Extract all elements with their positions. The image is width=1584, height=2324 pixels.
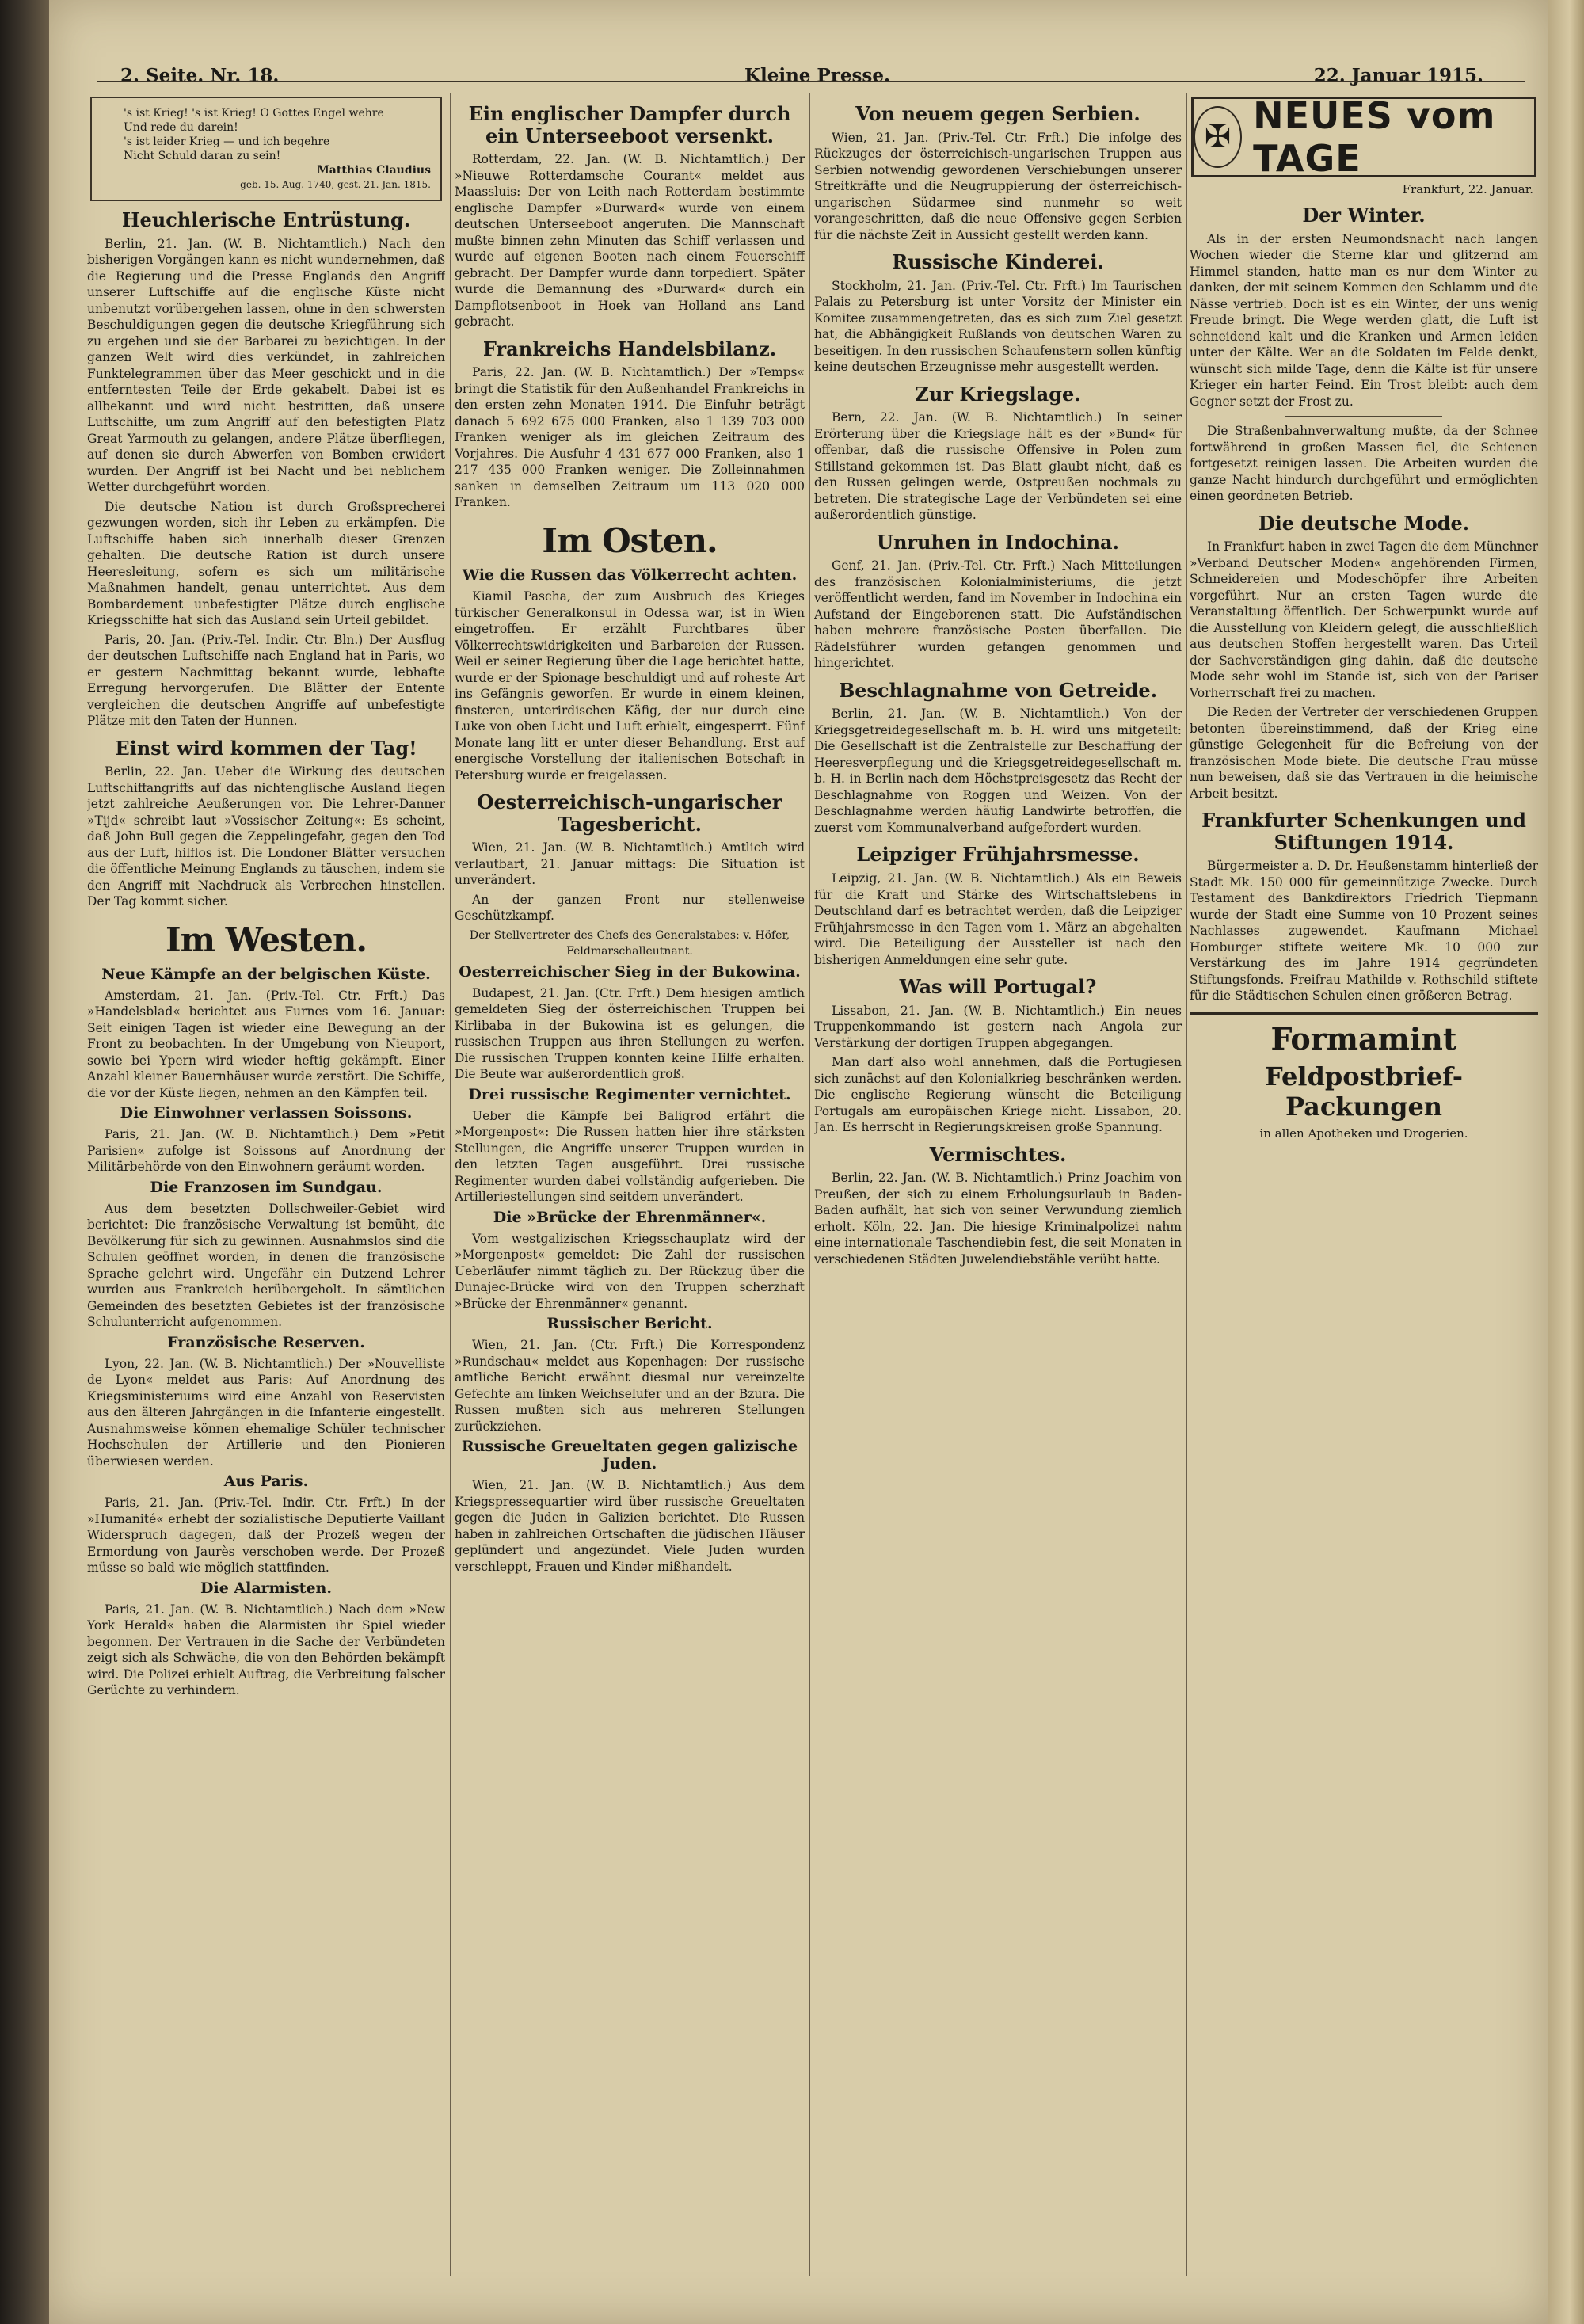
article-text: Lissabon, 21. Jan. (W. B. Nichtamtlich.) Ein neues Truppenkommando ist gestern nach Angola zur Verstärkung der dortigen Truppen abgegangen. (814, 1003, 1182, 1050)
poem-line: 's ist Krieg! 's ist Krieg! O Gottes Engel wehre (124, 107, 384, 120)
column-2 (455, 95, 805, 2292)
article-headline: Die Einwohner verlassen Soissons. (120, 1104, 413, 1122)
article-text: Bern, 22. Jan. (W. B. Nichtamtlich.) In seiner Erörterung über die Kriegslage hält es der »Bund« für offenbar, daß die russische Offensive in Polen zum Stillstand gekommen ist. Das Blatt glaubt nicht, daß es den Russen gelingen werde, Ostpreußen nochmals zu betreten. Die strategische Lage der Verbündeten sei eine außerordentlich günstige. (814, 410, 1182, 523)
article-headline: Die deutsche Mode. (1258, 511, 1470, 535)
article-headline: Die Franzosen im Sundgau. (150, 1178, 383, 1196)
ad-note: in allen Apotheken und Drogerien. (1259, 1126, 1468, 1141)
column-divider (809, 93, 810, 2276)
article-headline: Unruhen in Indochina. (877, 530, 1119, 554)
article-text: Kiamil Pascha, der zum Ausbruch des Krieges türkischer Generalkonsul in Odessa war, ist in Wien eingetroffen. Er erzählt Furchtbares über Völkerrechtswidrigkeiten und Barbareien der Russen. Weil er seiner Regierung über die Lage berichtet hatte, wurde er der Spionage beschuldigt und auf roheste Art ins Gefängnis geworfen. Er wurde in einem kleinen, finsteren, unterirdischen Käfig, der nur durch eine Luke von oben Licht und Luft erhielt, eingesperrt. Fünf Monate lang litt er unter dieser Behandlung. Erst auf energische Vorstellung der italienischen Botschaft in Petersburg wurde er freigelassen. (455, 589, 805, 783)
article-headline: Frankreichs Handelsbilanz. (482, 337, 777, 360)
article-text: Paris, 21. Jan. (W. B. Nichtamtlich.) Dem »Petit Parisien« zufolge ist Soissons auf Anordnung der Militärbehörde von den Einwohnern geräumt worden. (87, 1127, 445, 1175)
article-headline: Russische Kinderei. (892, 250, 1104, 274)
eagle-emblem-icon: ✠ (1194, 106, 1242, 168)
article-headline: Drei russische Regimenter vernichtet. (468, 1085, 791, 1103)
article-headline: Französische Reserven. (167, 1333, 365, 1351)
signature-line: Der Stellvertreter des Chefs des Generalstabes: v. Höfer, Feldmarschalleutnant. (469, 928, 790, 958)
article-text: Rotterdam, 22. Jan. (W. B. Nichtamtlich.) Der »Nieuwe Rotterdamsche Courant« meldet aus Maassluis: Der von Leith nach Rotterdam bestimmte englische Dampfer »Durward« wurde von einem deutschen Unterseeboot angerufen. Die Mannschaft mußte binnen zehn Minuten das Schiff verlassen und wurde auf eigenen Booten nach einem Feuerschiff gebracht. Der Dampfer wurde dann torpediert. Später wurde die Bemannung des »Durward« durch ein Dampflotsenboot in Hoek van Holland ans Land gebracht. (455, 152, 805, 330)
article-headline: Zur Kriegslage. (915, 382, 1081, 406)
article-text: Wien, 21. Jan. (Priv.-Tel. Ctr. Frft.) Die infolge des Rückzuges der österreichisch-ungarischen Truppen aus Serbien notwendig gewordenen Verschiebungen unserer Streitkräfte und die Neugruppierung der österreichisch-ungarischen Südarmee sind nunmehr so weit vorangeschritten, daß die neue Offensive gegen Serbien für die nächste Zeit in Aussicht gestellt werden kann. (814, 130, 1182, 242)
article-headline: Der Winter. (1302, 204, 1426, 227)
poem-line: Und rede du darein! (124, 121, 238, 134)
column-divider (450, 93, 451, 2276)
ad-brand: Formamint (1270, 1020, 1457, 1057)
article-headline: Frankfurter Schenkungen und Stiftungen 1914. (1201, 809, 1526, 854)
article-text: Stockholm, 21. Jan. (Priv.-Tel. Ctr. Frft.) Im Taurischen Palais zu Petersburg ist unter Vorsitz der Minister ein Komitee zusammengetreten, das es sich zum Ziel gesetzt hat, die Abhängigkeit Rußlands von deutschen Waren zu beseitigen. In den russischen Schaufenstern sollen künftig keine deutschen Erzeugnisse mehr ausgestellt werden. (814, 278, 1182, 375)
article-headline: Neue Kämpfe an der belgischen Küste. (101, 965, 431, 983)
issue-date: 22. Januar 1915. (1313, 65, 1483, 86)
header-rule (97, 81, 1525, 82)
article-text: Man darf also wohl annehmen, daß die Portugiesen sich zunächst auf den Kolonialkrieg beschränken werden. Die englische Regierung wünscht die Beteiligung Portugals am europäischen Kriege nicht. Lissabon, 20. Jan. Es herrscht in Regierungskreisen große Spannung. (814, 1055, 1182, 1135)
article-headline: Einst wird kommen der Tag! (115, 736, 417, 760)
divider (1285, 416, 1442, 417)
section-headline: Im Osten. (542, 520, 718, 560)
article-headline: Von neuem gegen Serbien. (855, 102, 1140, 125)
article-headline: Oesterreichischer Sieg in der Bukowina. (459, 962, 801, 981)
article-text: Aus dem besetzten Dollschweiler-Gebiet wird berichtet: Die französische Verwaltung ist bemüht, die Bevölkerung für sich zu gewinnen. Ausnahmslos sind die Schulen geöffnet worden, in denen die französische Sprache gelehrt wird. Ungefähr ein Dutzend Lehrer wurden aus Frankreich herübergeholt. In sämtlichen Gemeinden des besetzten Gebietes ist der französische Schulunterricht aufgenommen. (87, 1201, 445, 1330)
column-4 (1190, 95, 1538, 2292)
article-headline: Die Alarmisten. (200, 1579, 332, 1597)
article-text: Berlin, 22. Jan. (W. B. Nichtamtlich.) Prinz Joachim von Preußen, der sich zu einem Erholungsurlaub in Baden-Baden aufhält, hat sich von seiner Verwundung ziemlich erholt. Köln, 22. Jan. Die hiesige Kriminalpolizei nahm eine internationale Taschendiebin fest, die seit Monaten in verschiedenen Städten Juwelendiebstähle verübt hatte. (814, 1171, 1182, 1267)
section-headline: Im Westen. (165, 920, 367, 959)
advertisement (1190, 1012, 1538, 1141)
article-headline: Oesterreichisch-ungarischer Tagesbericht. (477, 791, 782, 836)
article-headline: Leipziger Frühjahrsmesse. (856, 843, 1140, 867)
next-page-edge (1548, 0, 1584, 2324)
article-headline: Beschlagnahme von Getreide. (838, 678, 1158, 702)
dateline: Frankfurt, 22. Januar. (1402, 182, 1533, 196)
article-headline: Russische Greueltaten gegen galizische Juden. (461, 1438, 798, 1473)
newspaper-sheet (49, 0, 1548, 2324)
article-headline: Aus Paris. (223, 1473, 309, 1491)
article-text: Wien, 21. Jan. (W. B. Nichtamtlich.) Aus dem Kriegspressequartier wird über russische Greueltaten gegen die Juden in Galizien berichtet. Die Russen haben in zahlreichen Ortschaften die jüdischen Häuser geplündert und angezündet. Viele Juden wurden verschleppt, Frauen und Kinder mißhandelt. (455, 1478, 805, 1574)
article-headline: Ein englischer Dampfer durch ein Unterseeboot versenkt. (468, 102, 791, 147)
column-3 (814, 95, 1182, 2292)
article-text: Die deutsche Nation ist durch Großsprecherei gezwungen worden, sich ihr Leben zu erkämpfen. Die Luftschiffe haben sich innerhalb dieser Grenzen gehalten. Die deutsche Ration ist durch unsere Heeresleitung, sofern es sich um militärische Maßnahmen handelt, genau unterrichtet. Aus dem Bombardement unbefestigter Plätze durch englische Kriegsschiffe hat sich das Ausland sein Urteil gebildet. (87, 499, 445, 628)
article-text: Leipzig, 21. Jan. (W. B. Nichtamtlich.) Als ein Beweis für die Kraft und Stärke des Wirtschaftslebens in Deutschland darf es betrachtet werden, daß die Leipziger Frühjahrsmesse in den Tagen vom 1. März an abgehalten wird. Die Beteiligung der Aussteller ist nach den bisherigen Anmeldungen eine sehr gute. (814, 871, 1182, 967)
article-text: Die Straßenbahnverwaltung mußte, da der Schnee fortwährend in großen Massen fiel, die Schienen fortgesetzt reinigen lassen. Die Arbeiten wurden die ganze Nacht hindurch durchgeführt und ermöglichten einen geordneten Betrieb. (1190, 424, 1538, 504)
article-headline: Vermischtes. (929, 1142, 1067, 1166)
section-masthead (1191, 95, 1536, 180)
article-headline: Was will Portugal? (899, 975, 1097, 999)
article-headline: Heuchlerische Entrüstung. (121, 208, 411, 231)
poem-box (90, 97, 442, 201)
article-text: Bürgermeister a. D. Dr. Heußenstamm hinterließ der Stadt Mk. 150 000 für gemeinnützige Zwecke. Durch Testament des Bankdirektors Friedrich Tiepmann wurde der Stadt eine Summe von 10 Prozent seines Nachlasses zugewendet. Kaufmann Michael Homburger stiftete weitere Mk. 10 000 zur Verstärkung des im Jahre 1914 gegründeten Stiftungsfonds. Freifrau Mathilde v. Rothschild stiftete für die Städtischen Schulen einen größeren Betrag. (1190, 859, 1538, 1004)
article-text: Paris, 21. Jan. (W. B. Nichtamtlich.) Nach dem »New York Herald« haben die Alarmisten ihr Spiel wieder begonnen. Der Vertrauen in die Sache der Verbündeten zeigt sich als Schwäche, die von den Behörden bekämpft wird. Die Polizei erhielt Auftrag, die Verbreitung falscher Gerüchte zu verhindern. (87, 1602, 445, 1698)
article-text: Berlin, 21. Jan. (W. B. Nichtamtlich.) Nach den bisherigen Vorgängen kann es nicht wundernehmen, daß die Regierung und die Presse Englands den Angriff unserer Luftschiffe auf die englische Küste nicht unbenutzt vorübergehen lassen, ohne in den schwersten Beschuldigungen gegen die deutsche Kriegführung sich zu ergehen und sie der Barbarei zu bezichtigen. In der ganzen Welt wird dies verkündet, in zahlreichen Funktelegrammen über das Meer geschickt und in die entferntesten Teile der Erde gekabelt. Dabei ist es allbekannt und wird nicht bestritten, daß unsere Luftschiffe, um zum Angriff auf den befestigten Platz Great Yarmouth zu gelangen, andere Plätze überfliegen, auf denen sie durch Abwerfen von Bomben erwidert wurden. Der Angriff ist bei Nacht und bei neblichem Wetter durchgeführt worden. (87, 236, 445, 495)
article-headline: Die »Brücke der Ehrenmänner«. (493, 1208, 767, 1226)
masthead-title: NEUES vom TAGE (1253, 95, 1496, 180)
article-text: Als in der ersten Neumondsnacht nach langen Wochen wieder die Sterne klar und glitzernd am Himmel standen, hatte man es nur dem Winter zu danken, der mit seinem Kommen den Schlamm und die Nässe vertrieb. Doch ist es ein Winter, der uns wenig Freude bringt. Die Wege werden glatt, die Luft ist schneidend kalt und die Kranken und Armen leiden unter der Kälte. Wer an die Soldaten im Felde denkt, wünscht sich milde Tage, denn die Kälte ist für unsere Krieger ein harter Feind. Ein Trost bleibt: auch dem Gegner setzt der Frost zu. (1190, 231, 1538, 409)
article-text: Die Reden der Vertreter der verschiedenen Gruppen betonten übereinstimmend, daß der Krieg eine günstige Gelegenheit für die Befreiung von der französischen Mode biete. Die deutsche Frau müsse nun beweisen, daß sie das Vertrauen in die heimische Arbeit besitzt. (1190, 705, 1538, 801)
ad-product: Feldpostbrief-Packungen (1264, 1061, 1464, 1122)
article-text: Genf, 21. Jan. (Priv.-Tel. Ctr. Frft.) Nach Mitteilungen des französischen Kolonialministeriums, die jetzt veröffentlicht werden, fand im November in Indochina ein Aufstand der Eingeborenen statt. Die Aufständischen haben mehrere französische Posten überfallen. Die Rädelsführer wurden gefangen genommen und hingerichtet. (814, 558, 1182, 671)
page-number: 2. Seite. Nr. 18. (120, 65, 280, 86)
article-text: Vom westgalizischen Kriegsschauplatz wird der »Morgenpost« gemeldet: Die Zahl der russischen Ueberläufer nimmt täglich zu. Der Rückzug über die Dunajec-Brücke wird von den Truppen scherzhaft »Brücke der Ehrenmänner« genannt. (455, 1231, 805, 1311)
column-divider (1186, 93, 1187, 2276)
article-headline: Russischer Bericht. (546, 1315, 713, 1333)
article-text: Paris, 20. Jan. (Priv.-Tel. Indir. Ctr. Bln.) Der Ausflug der deutschen Luftschiffe nach England hat in Paris, wo er gestern Nachmittag bekannt wurde, lebhafte Erregung hervorgerufen. Die Blätter der Entente vergleichen die deutschen Angriffe auf unbefestigte Plätze mit den Taten der Hunnen. (87, 632, 445, 729)
article-text: An der ganzen Front nur stellenweise Geschützkampf. (455, 892, 805, 924)
newspaper-title: Kleine Presse. (744, 65, 891, 86)
article-text: Berlin, 21. Jan. (W. B. Nichtamtlich.) Von der Kriegsgetreidegesellschaft m. b. H. wird uns mitgeteilt: Die Gesellschaft ist die Zentralstelle zur Beschaffung der Heeresverpflegung und die Kriegsgetreidegesellschaft m. b. H. in Berlin nach dem Höchstpreisgesetz das Recht der Beschlagnahme von Roggen und Weizen. Von der Beschlagnahme werden häufig Landwirte betroffen, die zuerst vom Kommunalverband aufgefordert wurden. (814, 707, 1182, 835)
article-text: Wien, 21. Jan. (Ctr. Frft.) Die Korrespondenz »Rundschau« meldet aus Kopenhagen: Der russische amtliche Bericht erwähnt diesmal nur vereinzelte Gefechte am linken Weichselufer und an der Bzura. Die Russen mußten sich aus mehreren Stellungen zurückziehen. (455, 1338, 805, 1434)
book-binding (0, 0, 49, 2324)
article-text: Wien, 21. Jan. (W. B. Nichtamtlich.) Amtlich wird verlautbart, 21. Januar mittags: Die Situation ist unverändert. (455, 840, 805, 888)
article-text: Paris, 22. Jan. (W. B. Nichtamtlich.) Der »Temps« bringt die Statistik für den Außenhandel Frankreichs in den ersten zehn Monaten 1914. Die Einfuhr beträgt danach 5 692 675 000 Franken, also 1 139 703 000 Franken weniger als im gleichen Zeitraum des Vorjahres. Die Ausfuhr 4 431 677 000 Franken, also 1 217 435 000 Franken weniger. Die Zolleinnahmen sanken in demselben Zeitraum um 113 020 000 Franken. (455, 365, 805, 510)
poem-line: 's ist leider Krieg — und ich begehre (124, 135, 330, 148)
article-text: Lyon, 22. Jan. (W. B. Nichtamtlich.) Der »Nouvelliste de Lyon« meldet aus Paris: Auf Anordnung des Kriegsministeriums wird eine Anzahl von Reservisten aus den älteren Jahrgängen in die Infanterie eingestellt. Ausnahmsweise können ehemalige Schüler technischer Hochschulen der Artillerie und den Pionieren überwiesen werden. (87, 1356, 445, 1469)
article-text: Berlin, 22. Jan. Ueber die Wirkung des deutschen Luftschiffangriffs auf das nichtenglische Ausland liegen jetzt zahlreiche Aeußerungen vor. Die Lehrer-Danner »Tijd« schreibt laut »Vossischer Zeitung«: Es scheint, daß John Bull gegen die Zeppelingefahr, gegen den Tod aus der Luft, hilflos ist. Die Londoner Blätter versuchen die öffentliche Meinung Englands zu täuschen, indem sie den Angriff mit Nachdruck als Verbrechen hinstellen. Der Tag kommt sicher. (87, 764, 445, 909)
poem-dates: geb. 15. Aug. 1740, gest. 21. Jan. 1815. (240, 179, 431, 190)
poem-line: Nicht Schuld daran zu sein! (124, 150, 281, 162)
article-text: Amsterdam, 21. Jan. (Priv.-Tel. Ctr. Frft.) Das »Handelsblad« berichtet aus Furnes vom 16. Januar: Seit einigen Tagen ist wieder eine Bewegung an der Front zu beobachten. In der Umgebung von Nieuport, sowie bei Ypern wird wieder heftig gekämpft. Einer Anzahl kleiner Bauernhäuser wurde zerstört. Die Schiffe, die vor der Küste liegen, nehmen an den Kämpfen teil. (87, 988, 445, 1100)
article-headline: Wie die Russen das Völkerrecht achten. (462, 566, 798, 585)
poem-author: Matthias Claudius (317, 164, 431, 177)
column-1 (87, 95, 445, 2292)
article-text: Ueber die Kämpfe bei Baligrod erfährt die »Morgenpost«: Die Russen hatten hier ihre stärksten Stellungen, die Angriffe unserer Truppen wurden in den letzten Tagen ausgeführt. Drei russische Regimenter wurden dabei vollständig aufgerieben. Die Artilleriestellungen sind seitdem unverändert. (455, 1108, 805, 1205)
article-text: Budapest, 21. Jan. (Ctr. Frft.) Dem hiesigen amtlich gemeldeten Sieg der österreichischen Truppen bei Kirlibaba in der Bukowina ist es gelungen, die russischen Truppen aus ihren Stellungen zu werfen. Die russischen Truppen konnten keine Hilfe erhalten. Die Beute war außerordentlich groß. (455, 985, 805, 1082)
article-text: Paris, 21. Jan. (Priv.-Tel. Indir. Ctr. Frft.) In der »Humanité« erhebt der sozialistische Deputierte Vaillant Widerspruch dagegen, daß der Prozeß wegen der Ermordung von Jaurès verschoben werde. Der Prozeß müsse so bald wie möglich stattfinden. (87, 1495, 445, 1575)
article-text: In Frankfurt haben in zwei Tagen die dem Münchner »Verband Deutscher Moden« angehörenden Firmen, Schneidereien und Modeschöpfer ihre Arbeiten vorgeführt. Nur an ersten Tagen wurde die Veranstaltung öffentlich. Der Schwerpunkt wurde auf die Ausstellung von Kleidern gelegt, die ausschließlich aus deutschen Stoffen hergestellt waren. Das Urteil der Sachverständigen ging dahin, daß die deutsche Mode sehr wohl im Stande ist, sich von der Pariser Vorherrschaft frei zu machen. (1190, 539, 1538, 700)
